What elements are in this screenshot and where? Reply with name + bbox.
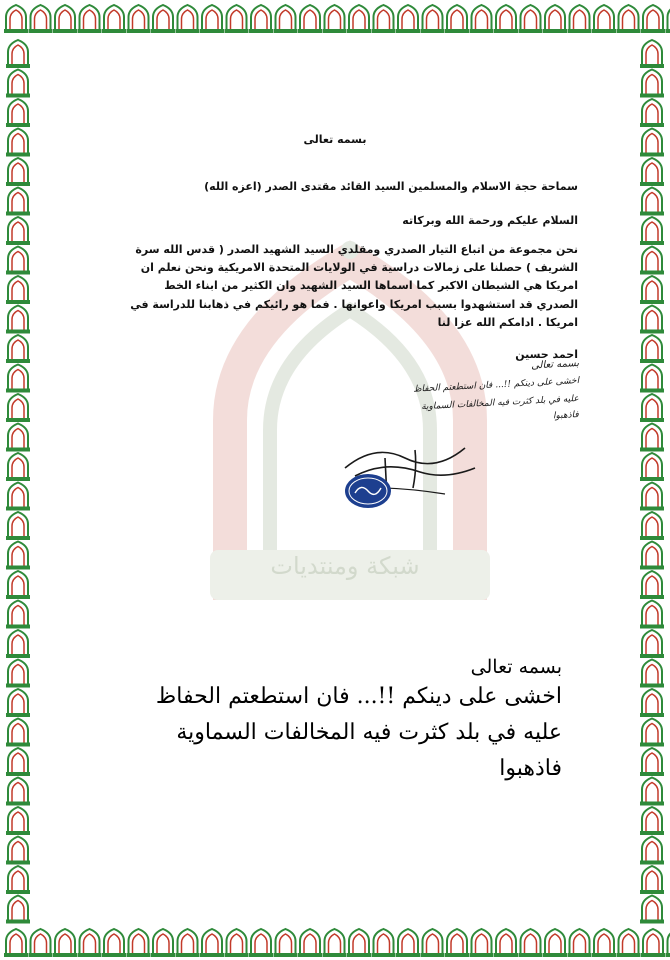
border-motif [640, 247, 664, 275]
transcription-line: فاذهبوا [499, 756, 562, 781]
reply-transcription [42, 655, 562, 787]
border-motif [396, 929, 420, 957]
border-motif [617, 5, 641, 33]
border-motif [6, 837, 30, 865]
border-motif [640, 601, 664, 629]
border-motif [640, 542, 664, 570]
border-motif [470, 929, 494, 957]
letter-addressee: سماحة حجة الاسلام والمسلمين السيد القائد مقتدى الصدر (اعزه الله) [204, 180, 578, 193]
border-motif [347, 929, 371, 957]
border-motif [640, 365, 664, 393]
border-motif [666, 5, 670, 33]
border-motif [127, 5, 151, 33]
border-motif [640, 453, 664, 481]
border-motif [6, 483, 30, 511]
handwritten-reply [295, 358, 615, 538]
border-motif [666, 929, 670, 957]
border-motif [6, 99, 30, 127]
border-motif [323, 929, 347, 957]
border-motif [640, 70, 664, 98]
border-motif [6, 719, 30, 747]
border-motif [640, 424, 664, 452]
border-motif [347, 5, 371, 33]
border-motif [494, 5, 518, 33]
border-motif [274, 5, 298, 33]
border-motif [6, 571, 30, 599]
border-motif [592, 5, 616, 33]
border-motif [6, 601, 30, 629]
border-motif [4, 5, 28, 33]
border-motif [640, 896, 664, 924]
border-motif [225, 5, 249, 33]
border-motif [519, 5, 543, 33]
border-motif [6, 276, 30, 304]
border-motif [640, 748, 664, 776]
border-motif [396, 5, 420, 33]
border-motif [640, 129, 664, 157]
border-motif [6, 866, 30, 894]
border-motif [640, 719, 664, 747]
border-motif [6, 129, 30, 157]
letter-greeting: السلام عليكم ورحمة الله وبركاته [402, 214, 578, 227]
border-motif [274, 929, 298, 957]
handwritten-line: اخشى على دينكم !!... فان استطعتم الحفاظ [412, 376, 580, 395]
border-motif [372, 929, 396, 957]
border-motif [6, 748, 30, 776]
border-motif [6, 306, 30, 334]
letter-salutation: بسمه تعالى [303, 133, 367, 146]
border-motif [6, 70, 30, 98]
border-motif [298, 5, 322, 33]
border-motif [640, 158, 664, 186]
border-motif [640, 99, 664, 127]
border-motif [323, 5, 347, 33]
border-motif [6, 335, 30, 363]
border-motif [249, 5, 273, 33]
border-motif [102, 929, 126, 957]
border-motif [6, 365, 30, 393]
letter-body-line: امريكا . ادامكم الله عزا لنا [437, 315, 578, 329]
handwritten-line: فاذهبوا [553, 410, 580, 422]
handwritten-line: عليه في بلد كثرت فيه المخالفات السماوية [421, 394, 580, 413]
border-motif [617, 929, 641, 957]
border-motif [445, 5, 469, 33]
border-motif [6, 247, 30, 275]
border-motif [298, 929, 322, 957]
border-motif [6, 896, 30, 924]
border-motif [6, 542, 30, 570]
border-motif [372, 5, 396, 33]
border-motif [200, 929, 224, 957]
border-motif [470, 5, 494, 33]
border-motif [640, 837, 664, 865]
transcription-line: بسمه تعالى [470, 656, 562, 678]
border-motif [29, 929, 53, 957]
border-motif [519, 929, 543, 957]
border-motif [6, 158, 30, 186]
border-motif [640, 660, 664, 688]
border-motif [640, 512, 664, 540]
border-motif [641, 5, 665, 33]
border-motif [421, 929, 445, 957]
border-motif [200, 5, 224, 33]
watermark-text: شبكة ومنتديات [270, 552, 420, 580]
border-motif [421, 5, 445, 33]
border-motif [6, 630, 30, 658]
border-motif [640, 335, 664, 363]
border-motif [640, 276, 664, 304]
border-motif [640, 40, 664, 68]
border-motif [176, 929, 200, 957]
decorative-border-top [0, 0, 670, 36]
border-motif [6, 394, 30, 422]
border-motif [6, 807, 30, 835]
border-motif [640, 188, 664, 216]
border-motif [640, 571, 664, 599]
decorative-border-bottom [0, 924, 670, 960]
border-motif [78, 929, 102, 957]
letter-body-line: الشريف ) حصلنا على زمالات دراسية في الولايات المتحدة الامريكية ونحن نعلم ان [140, 261, 578, 275]
border-motif [102, 5, 126, 33]
border-motif [225, 929, 249, 957]
border-motif [6, 453, 30, 481]
border-motif [640, 689, 664, 717]
border-motif [543, 5, 567, 33]
border-motif [640, 483, 664, 511]
border-motif [543, 929, 567, 957]
handwritten-line: بسمه تعالى [530, 358, 580, 372]
official-stamp [344, 473, 392, 509]
border-motif [6, 217, 30, 245]
border-motif [6, 512, 30, 540]
letter-body-line: الصدري قد استشهدوا بسبب امريكا واعوانها . فما هو رائيكم في ذهابنا للدراسة في [130, 297, 578, 311]
border-motif [6, 689, 30, 717]
border-motif [127, 929, 151, 957]
border-motif [640, 217, 664, 245]
border-motif [640, 778, 664, 806]
border-motif [4, 929, 28, 957]
border-motif [6, 778, 30, 806]
letter-page [40, 40, 630, 920]
letter-body-line: امريكا هي الشيطان الاكبر كما اسماها السيد الشهيد وان الكثير من ابناء الخط [164, 279, 578, 293]
border-motif [78, 5, 102, 33]
border-motif [641, 929, 665, 957]
border-motif [6, 660, 30, 688]
border-motif [6, 40, 30, 68]
border-motif [151, 929, 175, 957]
letter-body [58, 241, 578, 332]
border-motif [640, 866, 664, 894]
border-motif [249, 929, 273, 957]
border-motif [592, 929, 616, 957]
border-motif [568, 5, 592, 33]
border-motif [6, 424, 30, 452]
border-motif [640, 394, 664, 422]
border-motif [29, 5, 53, 33]
decorative-border-left [0, 36, 36, 924]
border-motif [640, 306, 664, 334]
border-motif [640, 807, 664, 835]
letter-body-line: نحن مجموعة من اتباع التيار الصدري ومقلدي السيد الشهيد الصدر ( قدس الله سرة [135, 243, 578, 256]
border-motif [176, 5, 200, 33]
border-motif [494, 929, 518, 957]
transcription-line: اخشى على دينكم !!... فان استطعتم الحفاظ [155, 684, 562, 709]
transcription-line: عليه في بلد كثرت فيه المخالفات السماوية [176, 720, 562, 745]
border-motif [640, 630, 664, 658]
border-motif [445, 929, 469, 957]
border-motif [151, 5, 175, 33]
border-motif [53, 5, 77, 33]
border-motif [6, 188, 30, 216]
border-motif [53, 929, 77, 957]
decorative-border-right [634, 36, 670, 924]
border-motif [568, 929, 592, 957]
letter-sender: احمد حسين [515, 348, 578, 361]
